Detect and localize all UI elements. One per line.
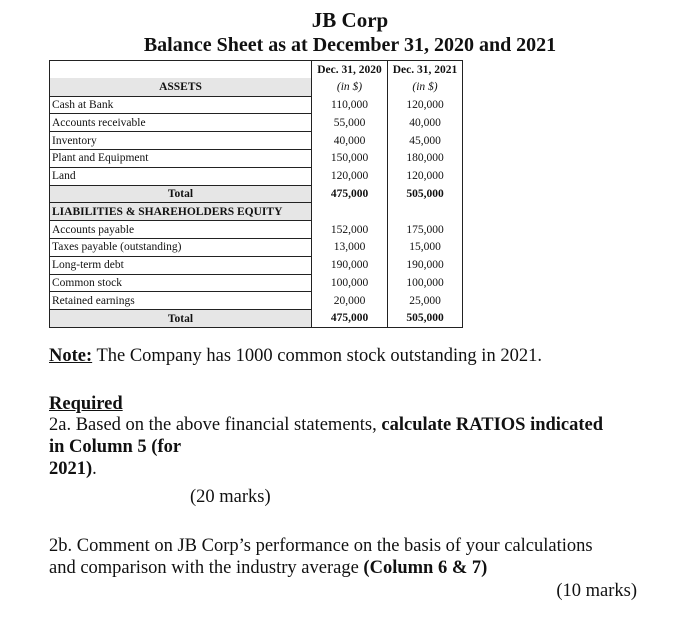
value-2021: 175,000: [388, 221, 463, 239]
q2b-text: and comparison with the industry average: [49, 558, 364, 578]
liabilities-total-2021: 505,000: [388, 310, 463, 328]
q2b-marks: (10 marks): [556, 581, 637, 601]
row-label: Cash at Bank: [50, 96, 312, 114]
value-2020: 150,000: [312, 149, 388, 167]
q2a-period: .: [92, 459, 97, 479]
units-row: [50, 78, 463, 96]
value-2020: 152,000: [312, 221, 388, 239]
value-2021: 40,000: [388, 114, 463, 132]
value-2021: 45,000: [388, 132, 463, 150]
header-row: [50, 61, 463, 79]
table-row: [50, 149, 463, 167]
value-2021: 190,000: [388, 256, 463, 274]
q2a-text: 2a. Based on the above financial statements,: [49, 415, 382, 435]
row-label: Inventory: [50, 132, 312, 150]
value-2020: 100,000: [312, 274, 388, 292]
assets-total-label: Total: [50, 185, 312, 203]
q2b-line-2: [49, 557, 487, 579]
assets-total-2021: 505,000: [388, 185, 463, 203]
note-text: The Company has 1000 common stock outstanding in 2021.: [92, 346, 542, 366]
table-row: [50, 292, 463, 310]
value-2021: 120,000: [388, 167, 463, 185]
q2a-bold-year: 2021): [49, 459, 93, 479]
q2a-marks: (20 marks): [190, 487, 271, 507]
table-row: [50, 238, 463, 256]
value-2020: 120,000: [312, 167, 388, 185]
q2b-line-1: 2b. Comment on JB Corp’s performance on the basis of your calculations: [49, 536, 593, 556]
company-title: JB Corp: [311, 8, 389, 32]
row-label: Long-term debt: [50, 256, 312, 274]
row-label: Land: [50, 167, 312, 185]
value-2021: 15,000: [388, 238, 463, 256]
value-2021: 120,000: [388, 96, 463, 114]
table-row: [50, 256, 463, 274]
value-2020: 55,000: [312, 114, 388, 132]
q2b-bold-text: (Column 6 & 7): [363, 558, 488, 578]
note-label: Note:: [49, 346, 93, 366]
q2a-line-1: [49, 414, 603, 436]
row-label: Retained earnings: [50, 292, 312, 310]
row-label: Taxes payable (outstanding): [50, 238, 312, 256]
q2a-line-3: [49, 458, 97, 480]
liabilities-heading: LIABILITIES & SHAREHOLDERS EQUITY: [50, 203, 312, 221]
col-header-2021: Dec. 31, 2021: [388, 61, 463, 79]
table-row: [50, 167, 463, 185]
table-row: [50, 221, 463, 239]
q2a-line-2: in Column 5 (for: [49, 437, 182, 457]
value-2020: 20,000: [312, 292, 388, 310]
table-row: [50, 132, 463, 150]
value-2020: 13,000: [312, 238, 388, 256]
assets-heading: ASSETS: [50, 78, 312, 96]
row-label: Common stock: [50, 274, 312, 292]
row-label: Accounts receivable: [50, 114, 312, 132]
units-2020: (in $): [312, 78, 388, 96]
value-2021: 100,000: [388, 274, 463, 292]
liabilities-total-row: [50, 310, 463, 328]
row-label: Accounts payable: [50, 221, 312, 239]
table-row: [50, 274, 463, 292]
balance-sheet-title: Balance Sheet as at December 31, 2020 and 2021: [143, 34, 557, 56]
value-2020: 40,000: [312, 132, 388, 150]
assets-total-row: [50, 185, 463, 203]
q2a-bold-text: calculate RATIOS indicated: [381, 415, 604, 435]
value-2021: 180,000: [388, 149, 463, 167]
required-heading: Required: [49, 394, 123, 414]
value-2021: 25,000: [388, 292, 463, 310]
assets-total-2020: 475,000: [312, 185, 388, 203]
col-header-2020: Dec. 31, 2020: [312, 61, 388, 79]
units-2021: (in $): [388, 78, 463, 96]
balance-sheet-table: [49, 60, 463, 328]
liabilities-total-label: Total: [50, 310, 312, 328]
liabilities-heading-row: [50, 203, 463, 221]
value-2020: 190,000: [312, 256, 388, 274]
value-2020: 110,000: [312, 96, 388, 114]
row-label: Plant and Equipment: [50, 149, 312, 167]
table-row: [50, 96, 463, 114]
table-row: [50, 114, 463, 132]
liabilities-total-2020: 475,000: [312, 310, 388, 328]
note: [49, 345, 542, 367]
